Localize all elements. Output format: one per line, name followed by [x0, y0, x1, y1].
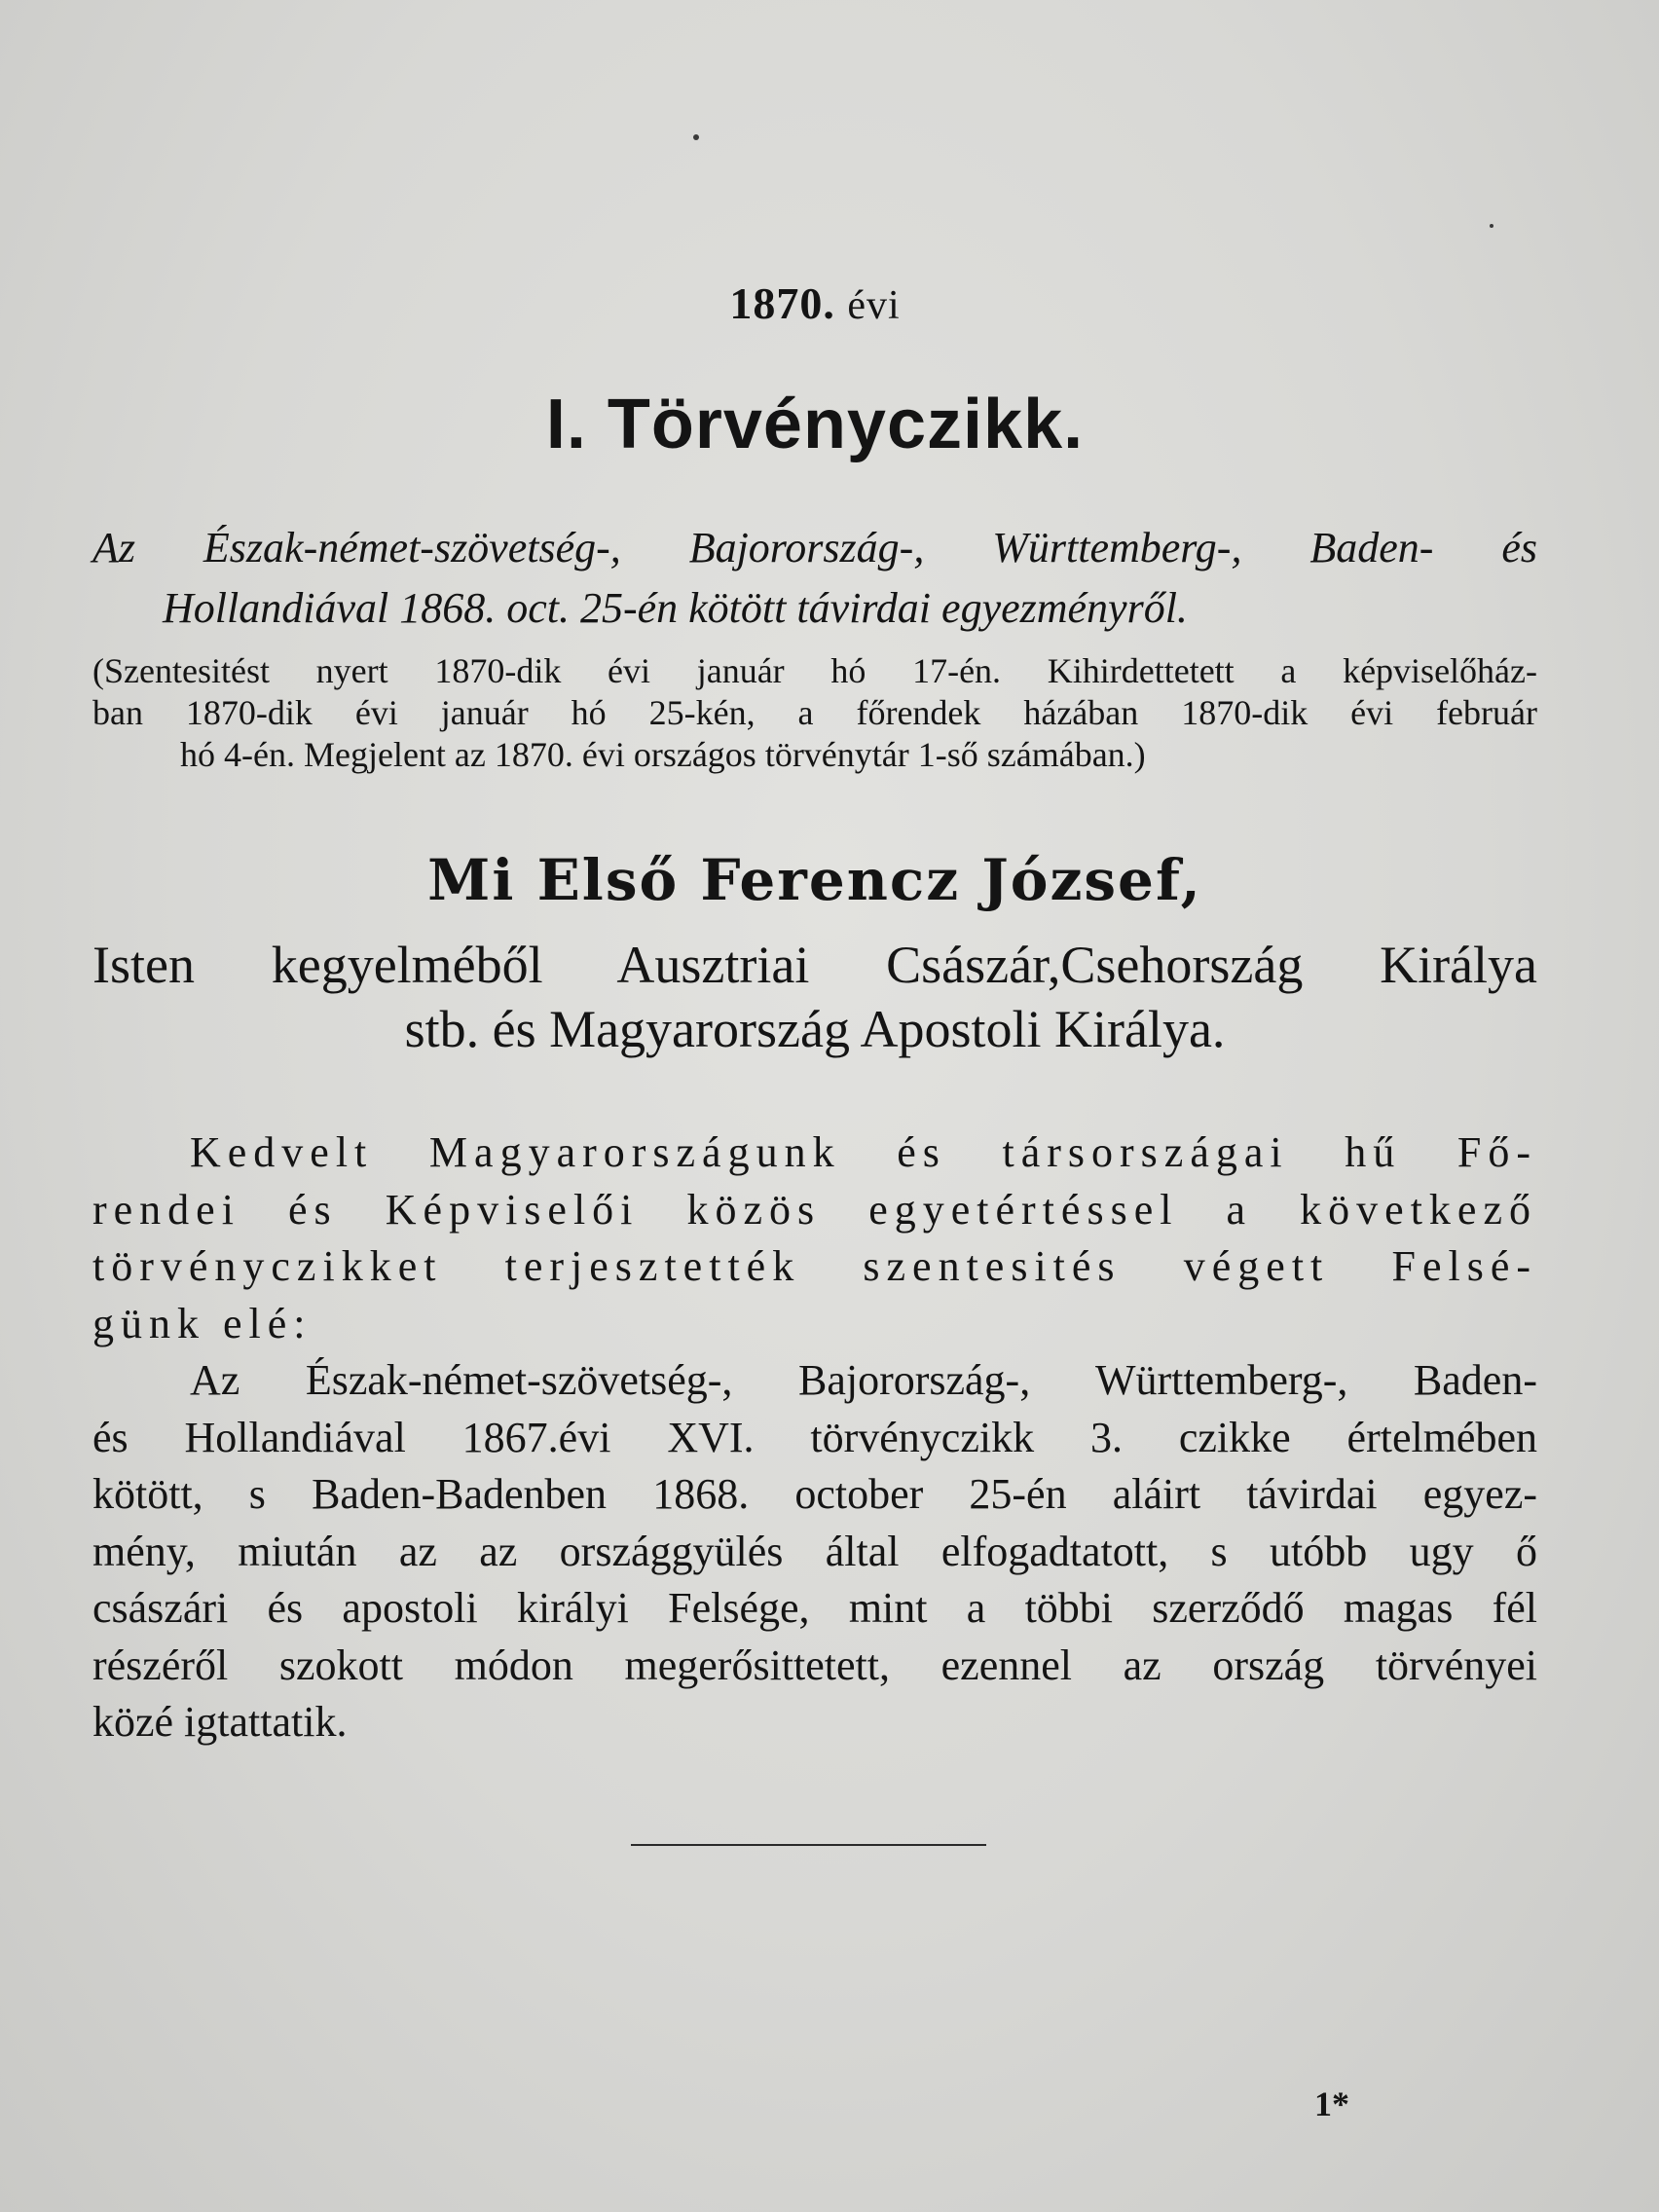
- year-suffix: évi: [847, 283, 901, 328]
- body-line: günk elé:: [92, 1299, 313, 1347]
- ink-speck: [693, 134, 699, 140]
- body-line: Az Észak-német-szövetség-, Bajorország-, Württemberg-, Baden-: [190, 1356, 1537, 1404]
- page-folio: 1*: [1314, 2084, 1349, 2123]
- law-subject: [92, 518, 1537, 639]
- body-line: kötött, s Baden-Badenben 1868. october 25-én aláirt távirdai egyez-: [92, 1470, 1537, 1518]
- body-line: rendei és Képviselői közös egyetértéssel a következő: [92, 1185, 1537, 1234]
- body-line: közé igtattatik.: [92, 1698, 348, 1746]
- styles-line: Isten kegyelméből Ausztriai Császár,Csehország Királya: [92, 936, 1537, 994]
- sanction-line: ban 1870-dik évi január hó 25-kén, a főrendek házában 1870-dik évi február: [92, 693, 1537, 732]
- subject-line: Hollandiával 1868. oct. 25-én kötött távirdai egyezményről.: [163, 584, 1188, 632]
- body-line: részéről szokott módon megerősittetett, ezennel az ország törvényei: [92, 1641, 1537, 1689]
- body-line: törvényczikket terjesztették szentesités végett Felsé-: [92, 1242, 1537, 1290]
- styles-line: stb. és Magyarország Apostoli Királya.: [404, 1000, 1226, 1058]
- sanction-note: [92, 650, 1537, 776]
- year-heading: [92, 277, 1537, 329]
- subject-line: Az Észak-német-szövetség-, Bajorország-, Württemberg-, Baden- és: [92, 524, 1537, 571]
- body-line: Kedvelt Magyarországunk és társországai hű Fő-: [190, 1128, 1537, 1176]
- monarch-name: Mi Első Ferencz József,: [427, 847, 1202, 913]
- law-title: I. Törvényczikk.: [545, 386, 1085, 463]
- body-line: mény, miután az az országgyülés által elfogadtatott, s utóbb ugy ő: [92, 1527, 1537, 1575]
- sanction-line: hó 4-én. Megjelent az 1870. évi országos törvénytár 1-ső számában.): [180, 735, 1146, 774]
- body-line: és Hollandiával 1867.évi XVI. törvényczikk 3. czikke értelmében: [92, 1413, 1537, 1461]
- year-number: 1870.: [729, 278, 835, 328]
- ink-speck: [1490, 224, 1493, 228]
- monarch-styles: [92, 933, 1537, 1061]
- closing-rule: [631, 1844, 986, 1846]
- body-text: [92, 1124, 1537, 1751]
- sanction-line: (Szentesitést nyert 1870-dik évi január hó 17-én. Kihirdettetett a képviselőház-: [92, 651, 1537, 690]
- body-line: császári és apostoli királyi Felsége, mint a többi szerződő magas fél: [92, 1584, 1537, 1632]
